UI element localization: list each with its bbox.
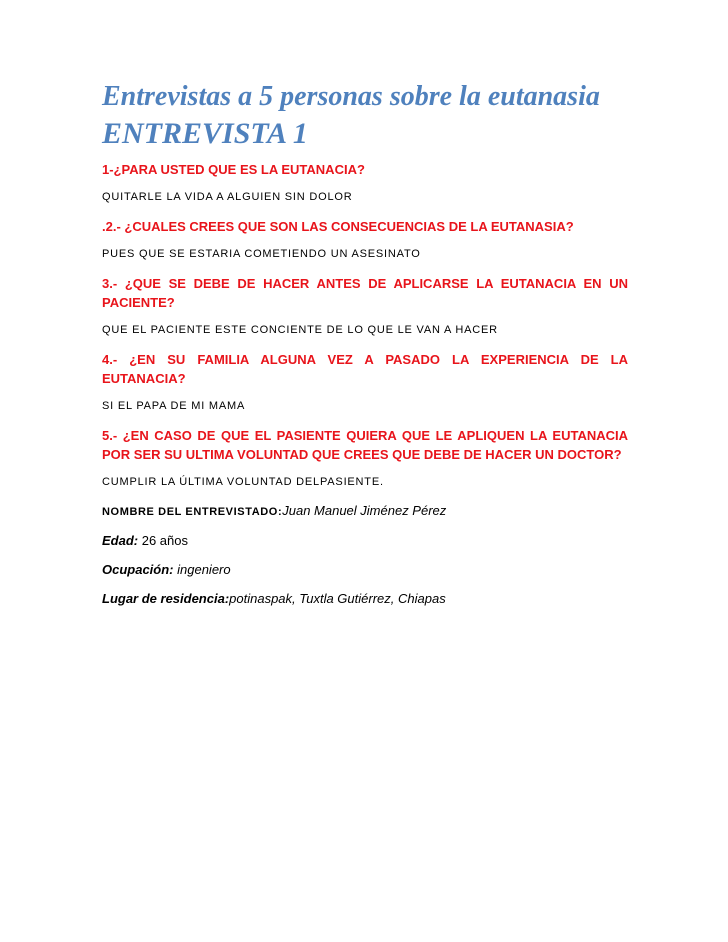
document-title: Entrevistas a 5 personas sobre la eutanasia [102, 81, 600, 112]
question-2: .2.- ¿CUALES CREES QUE SON LAS CONSECUENCIAS DE LA EUTANASIA? [102, 219, 574, 234]
answer-2: PUES QUE SE ESTARIA COMETIENDO UN ASESINATO [102, 248, 421, 260]
document-page [102, 78, 628, 619]
age-value: 26 años [138, 533, 188, 548]
occupation-value: ingeniero [173, 562, 231, 577]
interviewee-occupation [102, 561, 628, 579]
answer-5: CUMPLIR LA ÚLTIMA VOLUNTAD DELPASIENTE. [102, 476, 384, 488]
name-label: NOMBRE DEL ENTREVISTADO: [102, 506, 283, 518]
answer-1: QUITARLE LA VIDA A ALGUIEN SIN DOLOR [102, 191, 353, 203]
interview-heading: ENTREVISTA 1 [102, 117, 308, 150]
interviewee-name [102, 502, 628, 521]
question-5: 5.- ¿EN CASO DE QUE EL PASIENTE QUIERA QUE LE APLIQUEN LA EUTANACIA POR SER SU ULTIMA VOLUNTAD QUE CREES QUE DEBE DE HACER UN DOCTOR? [102, 428, 628, 462]
interviewee-age [102, 532, 628, 550]
question-1: 1-¿PARA USTED QUE ES LA EUTANACIA? [102, 162, 365, 177]
question-4: 4.- ¿EN SU FAMILIA ALGUNA VEZ A PASADO LA EXPERIENCIA DE LA EUTANACIA? [102, 352, 628, 386]
age-label: Edad: [102, 533, 139, 548]
question-3: 3.- ¿QUE SE DEBE DE HACER ANTES DE APLICARSE LA EUTANACIA EN UN PACIENTE? [102, 276, 628, 310]
name-value: Juan Manuel Jiménez Pérez [282, 503, 447, 518]
interviewee-residence [102, 590, 628, 608]
answer-3: QUE EL PACIENTE ESTE CONCIENTE DE LO QUE LE VAN A HACER [102, 324, 498, 336]
occupation-label: Ocupación: [102, 562, 174, 577]
residence-label: Lugar de residencia: [102, 591, 230, 606]
residence-value: potinaspak, Tuxtla Gutiérrez, Chiapas [229, 591, 446, 606]
answer-4: SI EL PAPA DE MI MAMA [102, 400, 246, 412]
